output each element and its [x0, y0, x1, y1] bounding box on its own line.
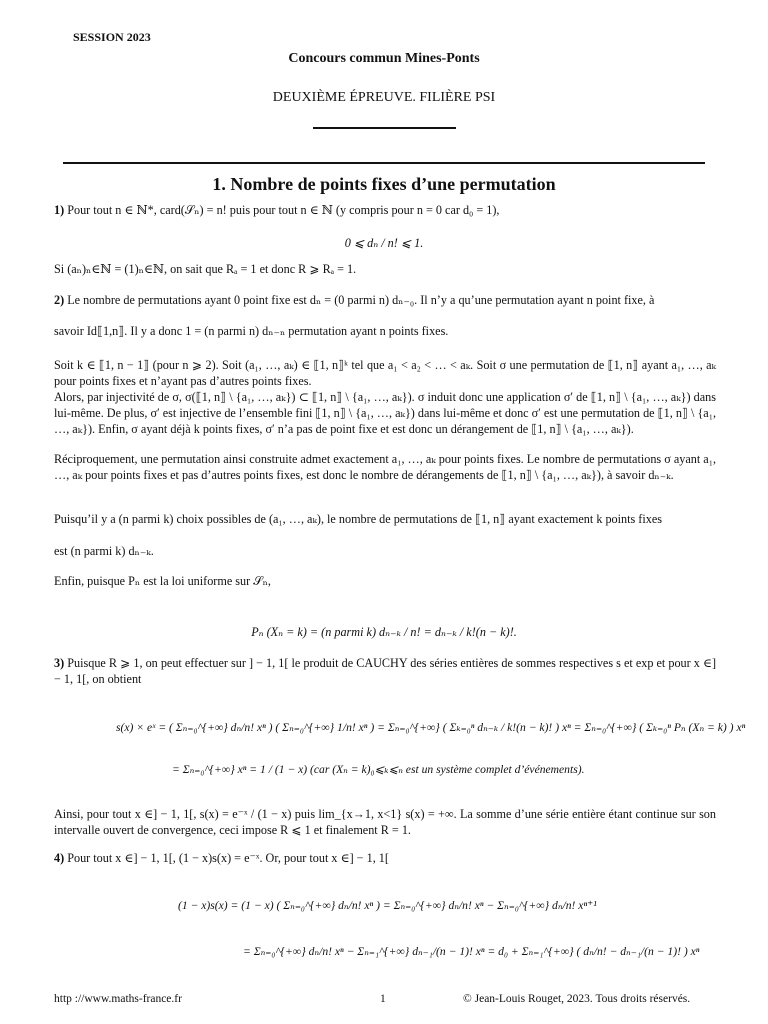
- q3-number: 3): [54, 656, 65, 670]
- q2-injectivity: Alors, par injectivité de σ, σ(⟦1, n⟧ \ {a₁, …, aₖ}) ⊂ ⟦1, n⟧ \ {a₁, …, aₖ}). σ induit donc une application σ′ de ⟦1, n⟧ \ {a₁, …, aₖ}) dans lui-même. De plus, σ′ est injective de l’ensemble fini ⟦1, n⟧ \ {a₁, …, aₖ}) dans lui-même et donc σ′ est une permutation de ⟦1, n⟧ \ {a₁, …, aₖ}). Enfin, σ ayant déjà k points fixes, σ′ n’a pas de point fixe et est donc un dérangement de ⟦1, n⟧ \ {a₁, …, aₖ}).: [54, 390, 716, 436]
- q2-uniform-law: Enfin, puisque Pₙ est la loi uniforme sur 𝒮ₙ,: [54, 574, 271, 588]
- q2-identity: savoir Id⟦1,n⟧. Il y a donc 1 = (n parmi n) dₙ₋ₙ permutation ayant n points fixes.: [54, 324, 449, 338]
- q3-conclusion: Ainsi, pour tout x ∈] − 1, 1[, s(x) = e⁻ˣ / (1 − x) puis lim_{x→1, x<1} s(x) = +∞. La somme d’une série entière étant continue sur son intervalle ouvert de convergence, ceci impose R ⩽ 1 et finalement R = 1.: [54, 807, 716, 837]
- q2-intro-body: Le nombre de permutations ayant 0 point fixe est dₙ = (0 parmi n) dₙ₋₀. Il n’y a qu’une permutation ayant n point fixe, à: [67, 293, 655, 307]
- q1-body: Pour tout n ∈ ℕ*, card(𝒮ₙ) = n! puis pour tout n ∈ ℕ (y compris pour n = 0 car d₀ = 1),: [67, 203, 500, 217]
- q2-converse: Réciproquement, une permutation ainsi construite admet exactement a₁, …, aₖ pour points fixes. Le nombre de permutations σ ayant a₁, …, aₖ pour points fixes et pas d’autres points fixes, est donc le nombre de dérangements de ⟦1, n⟧ \ {a₁, …, aₖ}), à savoir dₙ₋ₖ.: [54, 452, 716, 482]
- footer-copyright: © Jean-Louis Rouget, 2023. Tous droits réservés.: [463, 993, 691, 1005]
- header-divider-long: [63, 162, 705, 164]
- q1-equation: 0 ⩽ dₙ / n! ⩽ 1.: [344, 236, 424, 250]
- q4-number: 4): [54, 851, 65, 865]
- q3-intro-body: Puisque R ⩾ 1, on peut effectuer sur ] − 1, 1[ le produit de CAUCHY des séries entières de sommes respectives s et exp et pour x ∈] − 1, 1[, on obtient: [54, 656, 717, 686]
- q3-intro: [54, 655, 716, 687]
- q2-intro: [54, 292, 716, 308]
- epreuve-title: DEUXIÈME ÉPREUVE. FILIÈRE PSI: [272, 90, 496, 105]
- concours-title: Concours commun Mines-Ponts: [288, 51, 480, 66]
- q2-setup: Soit k ∈ ⟦1, n − 1⟧ (pour n ⩾ 2). Soit (a₁, …, aₖ) ∈ ⟦1, n⟧ᵏ tel que a₁ < a₂ < … < aₖ. Soit σ une permutation de ⟦1, n⟧ ayant a₁, …, aₖ pour points fixes et n’ayant pas d’autres points fixes.: [54, 358, 716, 388]
- q4-expansion-line-1: (1 − x)s(x) = (1 − x) ( Σₙ₌₀^{+∞} dₙ/n! xⁿ ) = Σₙ₌₀^{+∞} dₙ/n! xⁿ − Σₙ₌₀^{+∞} dₙ/n! xⁿ⁺¹: [178, 899, 597, 912]
- q4-intro-body: Pour tout x ∈] − 1, 1[, (1 − x)s(x) = e⁻ˣ. Or, pour tout x ∈] − 1, 1[: [67, 851, 389, 865]
- q1-conclusion: Si (aₙ)ₙ∈ℕ = (1)ₙ∈ℕ, on sait que Rₐ = 1 et donc R ⩾ Rₐ = 1.: [54, 262, 357, 276]
- q3-cauchy-product: s(x) × eˣ = ( Σₙ₌₀^{+∞} dₙ/n! xⁿ ) ( Σₙ₌₀^{+∞} 1/n! xⁿ ) = Σₙ₌₀^{+∞} ( Σₖ₌₀ⁿ dₙ₋ₖ / k!(n − k)! ) xⁿ = Σₙ₌₀^{+∞} ( Σₖ₌₀ⁿ Pₙ (Xₙ = k) ) xⁿ: [116, 721, 746, 734]
- footer-url: http ://www.maths-france.fr: [54, 993, 182, 1005]
- q2-choices: Puisqu’il y a (n parmi k) choix possibles de (a₁, …, aₖ), le nombre de permutations de ⟦1, n⟧ ayant exactement k points fixes: [54, 512, 662, 526]
- header-divider-short: [313, 127, 456, 129]
- q2-count: est (n parmi k) dₙ₋ₖ.: [54, 544, 154, 558]
- q4-expansion-line-2: = Σₙ₌₀^{+∞} dₙ/n! xⁿ − Σₙ₌₁^{+∞} dₙ₋₁/(n − 1)! xⁿ = d₀ + Σₙ₌₁^{+∞} ( dₙ/n! − dₙ₋₁/(n − 1)! ) xⁿ: [243, 945, 700, 958]
- session-label: SESSION 2023: [73, 30, 151, 44]
- section-title: 1. Nombre de points fixes d’une permutation: [212, 174, 556, 194]
- q4-intro: [54, 850, 716, 866]
- q3-geometric-sum: = Σₙ₌₀^{+∞} xⁿ = 1 / (1 − x) (car (Xₙ = k)₀⩽ₖ⩽ₙ est un système complet d’événements).: [172, 763, 585, 776]
- q2-probability-equation: Pₙ (Xₙ = k) = (n parmi k) dₙ₋ₖ / n! = dₙ₋ₖ / k!(n − k)!.: [251, 625, 517, 639]
- q1-text: [54, 202, 716, 218]
- q1-number: 1): [54, 203, 65, 217]
- q2-number: 2): [54, 293, 65, 307]
- footer-page-number: 1: [380, 993, 386, 1005]
